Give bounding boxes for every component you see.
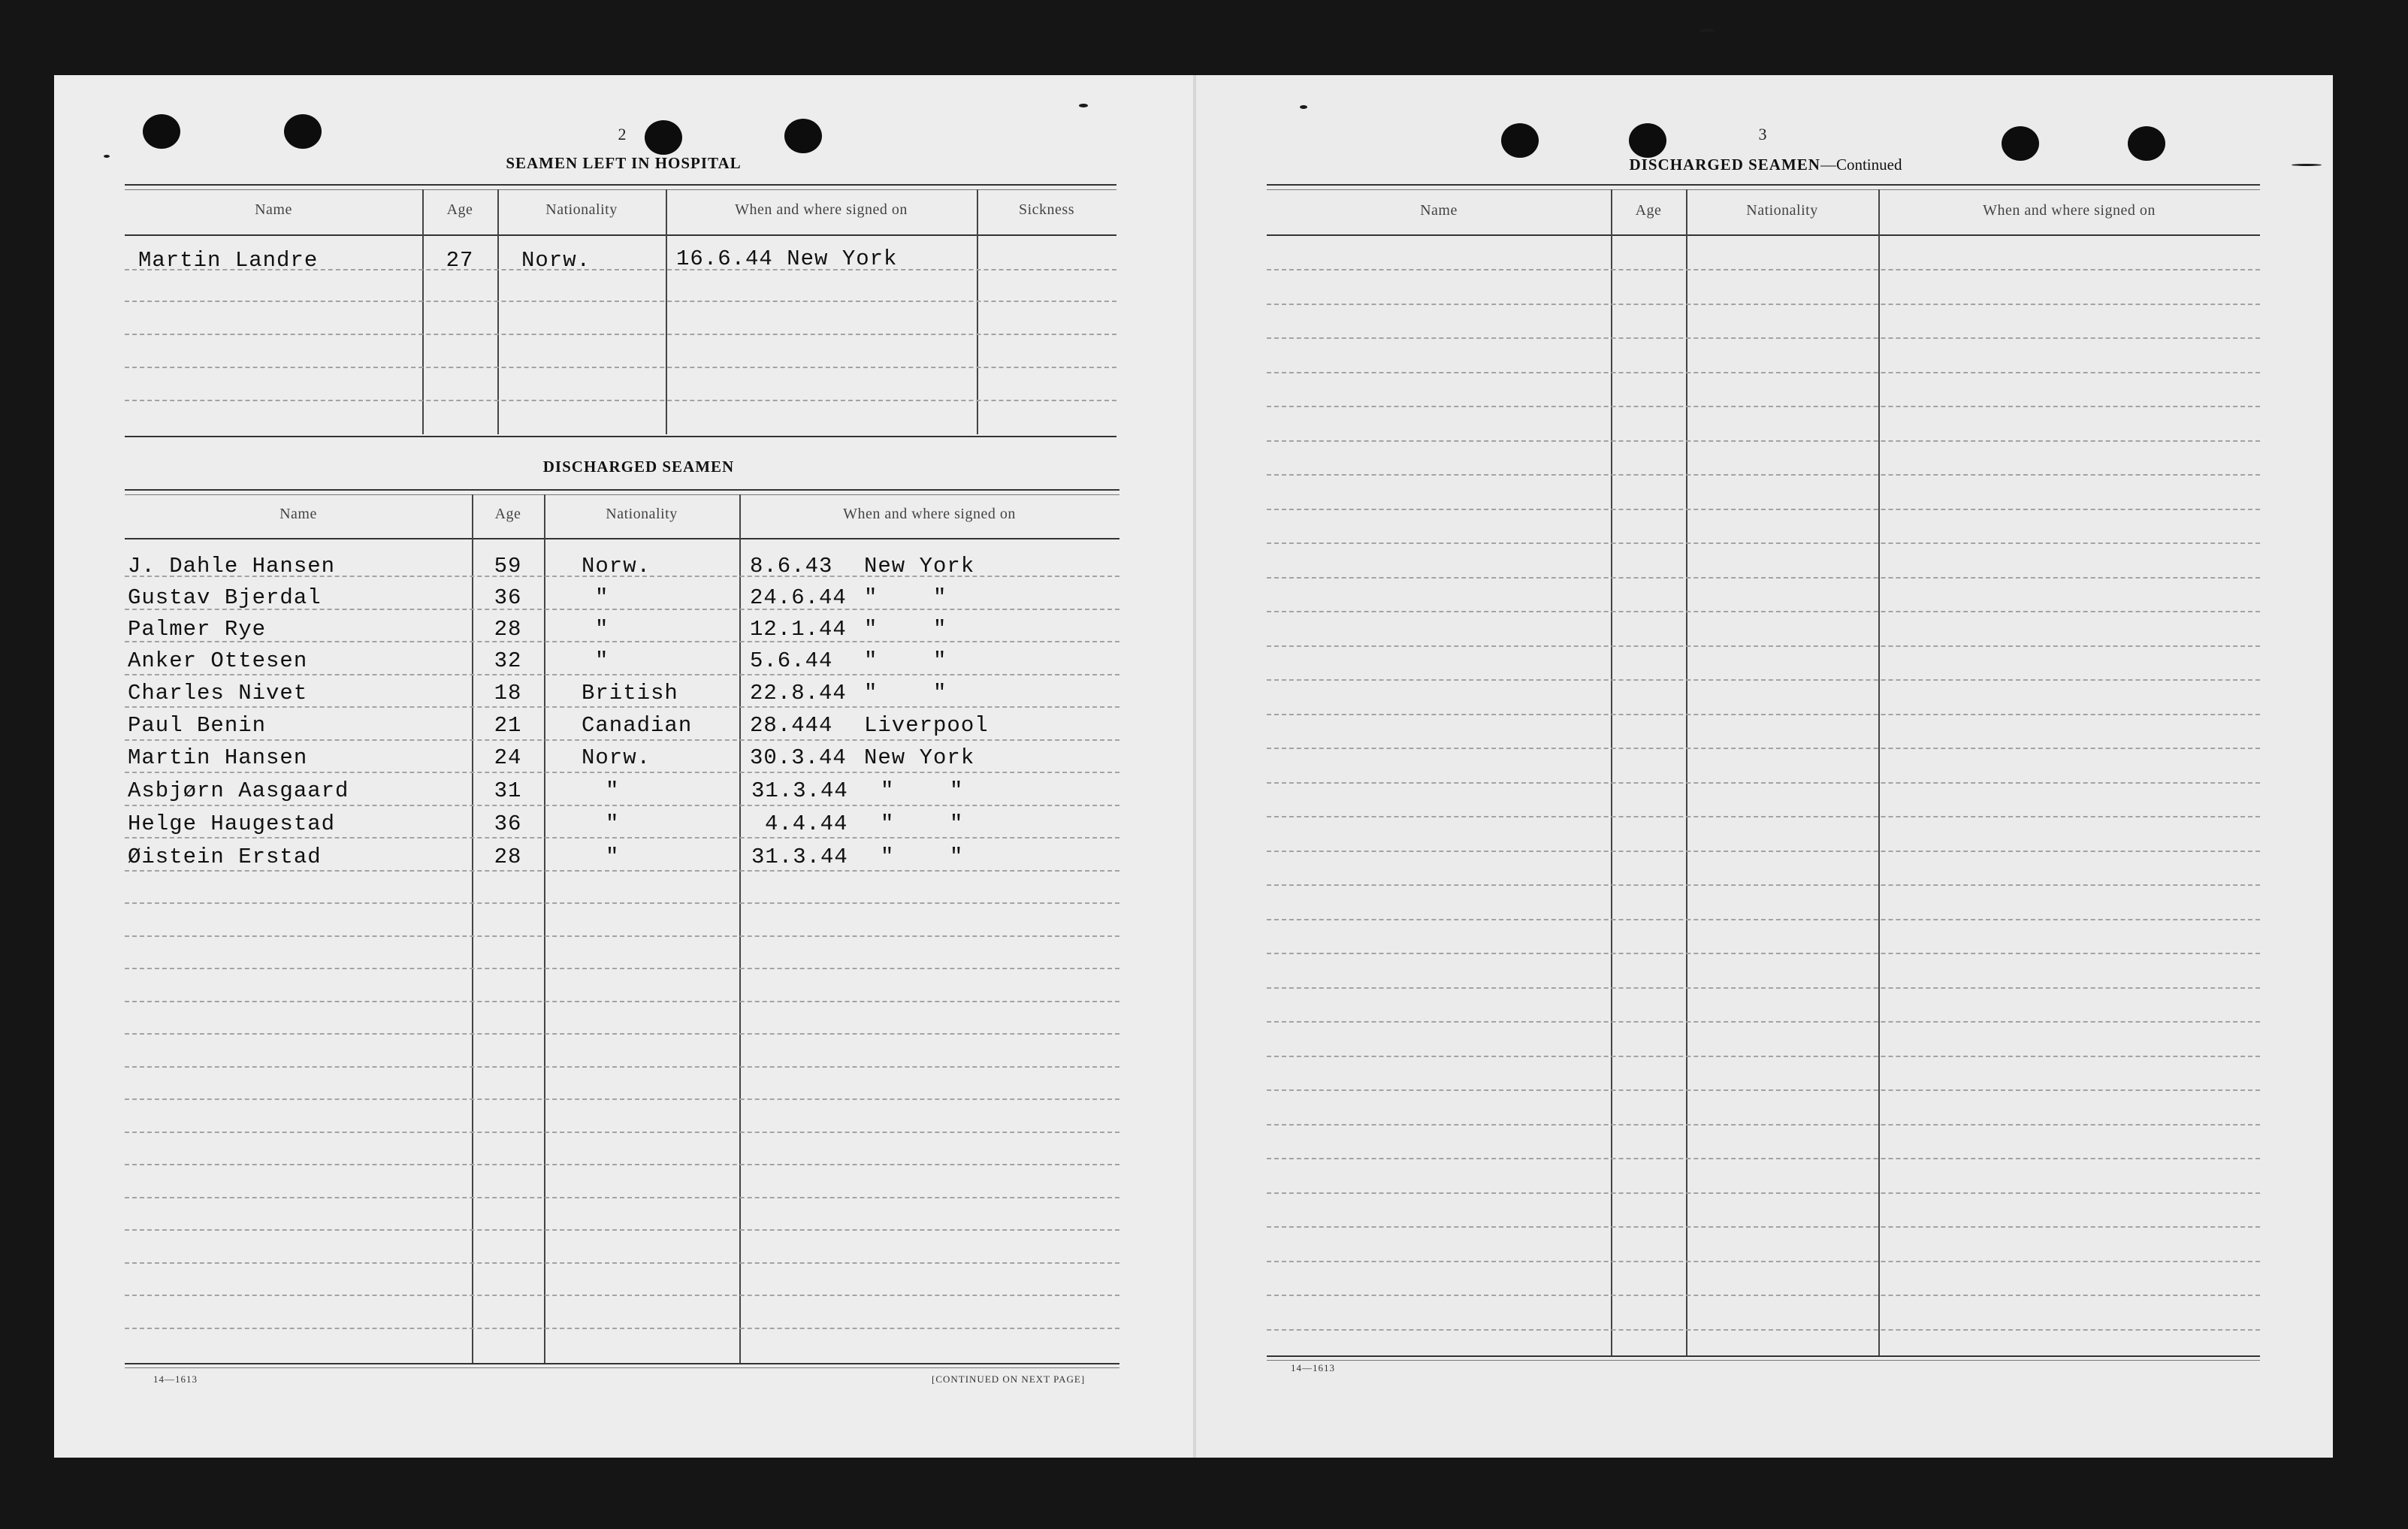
ink-speck bbox=[1079, 104, 1088, 107]
row-rule bbox=[1267, 679, 2260, 681]
row-rule bbox=[1267, 304, 2260, 305]
page-number: 2 bbox=[618, 125, 627, 144]
row-rule bbox=[1267, 1089, 2260, 1091]
right-page bbox=[1195, 75, 2333, 1458]
table-rule bbox=[1267, 184, 2260, 186]
hospital-row-nationality: Norw. bbox=[521, 248, 591, 273]
row-rule bbox=[1267, 440, 2260, 442]
hospital-row-age: 27 bbox=[446, 248, 474, 273]
row-age: 24 bbox=[494, 745, 522, 770]
row-rule bbox=[1267, 474, 2260, 476]
column-divider bbox=[1686, 189, 1687, 1355]
row-rule bbox=[125, 1328, 1119, 1329]
right-col-nationality: Nationality bbox=[1746, 202, 1818, 219]
row-rule bbox=[1267, 611, 2260, 612]
row-date: 5.6.44 bbox=[750, 648, 833, 673]
row-name: J. Dahle Hansen bbox=[128, 554, 336, 579]
row-name: Paul Benin bbox=[128, 713, 267, 738]
row-rule bbox=[125, 837, 1119, 839]
page-spine bbox=[1193, 75, 1196, 1458]
row-rule bbox=[1267, 884, 2260, 886]
row-place: New York bbox=[864, 554, 975, 579]
row-rule bbox=[1267, 645, 2260, 647]
row-rule bbox=[1267, 406, 2260, 407]
row-rule bbox=[1267, 1192, 2260, 1194]
row-rule bbox=[125, 772, 1119, 773]
row-rule bbox=[1267, 1295, 2260, 1296]
row-rule bbox=[125, 1197, 1119, 1198]
row-place: " " bbox=[881, 811, 964, 836]
row-place: Liverpool bbox=[864, 713, 989, 738]
row-rule bbox=[1267, 337, 2260, 339]
row-rule bbox=[1267, 782, 2260, 784]
hospital-section-title: SEAMEN LEFT IN HOSPITAL bbox=[506, 154, 742, 172]
row-rule bbox=[1267, 542, 2260, 544]
row-rule bbox=[1267, 714, 2260, 715]
hospital-col-signed-on: When and where signed on bbox=[735, 201, 908, 218]
row-rule bbox=[1267, 509, 2260, 510]
row-date: 30.3.44 bbox=[750, 745, 847, 770]
table-rule bbox=[1267, 234, 2260, 236]
right-col-age: Age bbox=[1635, 202, 1662, 219]
row-rule bbox=[125, 334, 1116, 335]
column-divider bbox=[1878, 189, 1880, 1355]
row-age: 28 bbox=[494, 845, 522, 869]
row-name: Asbjørn Aasgaard bbox=[128, 778, 349, 803]
discharged-col-nationality: Nationality bbox=[606, 506, 678, 522]
row-place: " " bbox=[881, 845, 964, 869]
row-rule bbox=[125, 870, 1119, 872]
punch-hole bbox=[2002, 126, 2039, 161]
row-nationality: " bbox=[595, 648, 609, 673]
table-rule bbox=[1267, 1355, 2260, 1357]
column-divider bbox=[497, 189, 499, 434]
column-divider bbox=[422, 189, 424, 434]
row-rule bbox=[1267, 372, 2260, 373]
row-name: Anker Ottesen bbox=[128, 648, 308, 673]
column-divider bbox=[666, 189, 667, 434]
row-age: 21 bbox=[494, 713, 522, 738]
row-rule bbox=[125, 706, 1119, 708]
row-rule bbox=[1267, 953, 2260, 954]
discharged-col-signed-on: When and where signed on bbox=[843, 506, 1016, 522]
continued-note: [CONTINUED ON NEXT PAGE] bbox=[932, 1373, 1086, 1385]
table-rule bbox=[125, 489, 1119, 491]
table-rule bbox=[125, 1367, 1119, 1368]
row-date: 24.6.44 bbox=[750, 585, 847, 610]
row-rule bbox=[1267, 851, 2260, 852]
row-rule bbox=[125, 1164, 1119, 1165]
right-col-name: Name bbox=[1420, 202, 1458, 219]
row-name: Palmer Rye bbox=[128, 617, 267, 642]
row-rule bbox=[1267, 1329, 2260, 1331]
row-rule bbox=[125, 1229, 1119, 1231]
row-name: Helge Haugestad bbox=[128, 811, 336, 836]
table-rule bbox=[125, 494, 1119, 495]
hospital-col-name: Name bbox=[255, 201, 292, 218]
row-date: 8.6.43 bbox=[750, 554, 833, 579]
row-nationality: Canadian bbox=[582, 713, 693, 738]
row-rule bbox=[125, 805, 1119, 806]
column-divider bbox=[1611, 189, 1612, 1355]
punch-hole bbox=[784, 119, 822, 153]
row-rule bbox=[125, 1295, 1119, 1296]
table-rule bbox=[1267, 189, 2260, 190]
row-rule bbox=[1267, 1226, 2260, 1228]
ink-speck bbox=[2292, 164, 2322, 166]
row-nationality: Norw. bbox=[582, 554, 651, 579]
row-rule bbox=[125, 1033, 1119, 1035]
discharged-col-name: Name bbox=[279, 506, 317, 522]
row-rule bbox=[125, 1262, 1119, 1264]
row-age: 36 bbox=[494, 585, 522, 610]
row-name: Martin Hansen bbox=[128, 745, 308, 770]
row-nationality: " bbox=[606, 811, 620, 836]
row-rule bbox=[1267, 1056, 2260, 1057]
row-age: 59 bbox=[494, 554, 522, 579]
row-age: 18 bbox=[494, 681, 522, 706]
row-rule bbox=[125, 576, 1119, 577]
form-number: 14—1613 bbox=[1291, 1362, 1335, 1373]
punch-hole bbox=[1629, 123, 1666, 158]
row-rule bbox=[125, 1001, 1119, 1002]
row-age: 28 bbox=[494, 617, 522, 642]
row-name: Gustav Bjerdal bbox=[128, 585, 322, 610]
row-nationality: " bbox=[595, 585, 609, 610]
ink-speck bbox=[104, 155, 110, 158]
hospital-col-sickness: Sickness bbox=[1019, 201, 1074, 218]
hospital-col-nationality: Nationality bbox=[545, 201, 618, 218]
table-rule bbox=[125, 436, 1116, 437]
row-place: " " bbox=[864, 648, 947, 673]
row-rule bbox=[125, 968, 1119, 969]
row-place: " " bbox=[864, 585, 947, 610]
form-number: 14—1613 bbox=[153, 1373, 198, 1385]
row-rule bbox=[125, 1132, 1119, 1133]
row-rule bbox=[1267, 1124, 2260, 1126]
punch-hole bbox=[2128, 126, 2165, 161]
row-rule bbox=[1267, 748, 2260, 749]
ink-speck bbox=[1300, 105, 1307, 109]
column-divider bbox=[739, 494, 741, 1363]
row-date: 28.444 bbox=[750, 713, 833, 738]
row-nationality: Norw. bbox=[582, 745, 651, 770]
punch-hole bbox=[143, 114, 180, 149]
row-date: 31.3.44 bbox=[751, 778, 848, 803]
punch-hole bbox=[284, 114, 322, 149]
row-rule bbox=[1267, 577, 2260, 579]
table-rule bbox=[125, 189, 1116, 190]
column-divider bbox=[544, 494, 545, 1363]
row-age: 31 bbox=[494, 778, 522, 803]
table-rule bbox=[125, 1363, 1119, 1364]
row-rule bbox=[1267, 919, 2260, 920]
row-rule bbox=[125, 609, 1119, 610]
table-rule bbox=[1267, 1360, 2260, 1361]
ink-speck bbox=[1699, 29, 1716, 32]
punch-hole bbox=[1501, 123, 1539, 158]
table-rule bbox=[125, 234, 1116, 236]
row-nationality: British bbox=[582, 681, 678, 706]
row-place: " " bbox=[864, 681, 947, 706]
row-rule bbox=[125, 367, 1116, 368]
row-place: " " bbox=[864, 617, 947, 642]
row-rule bbox=[1267, 1021, 2260, 1023]
hospital-row-signed-on: 16.6.44 New York bbox=[676, 246, 898, 271]
row-rule bbox=[1267, 987, 2260, 989]
row-rule bbox=[125, 301, 1116, 302]
row-nationality: " bbox=[595, 617, 609, 642]
row-rule bbox=[125, 674, 1119, 675]
table-rule bbox=[125, 538, 1119, 539]
row-age: 36 bbox=[494, 811, 522, 836]
right-col-signed-on: When and where signed on bbox=[1983, 202, 2156, 219]
page-number: 3 bbox=[1758, 125, 1767, 144]
row-age: 32 bbox=[494, 648, 522, 673]
discharged-col-age: Age bbox=[494, 506, 521, 522]
row-rule bbox=[1267, 269, 2260, 270]
hospital-col-age: Age bbox=[446, 201, 473, 218]
row-rule bbox=[125, 1098, 1119, 1100]
row-rule bbox=[125, 641, 1119, 642]
row-rule bbox=[1267, 816, 2260, 817]
row-date: 31.3.44 bbox=[751, 845, 848, 869]
row-rule bbox=[125, 400, 1116, 401]
row-rule bbox=[125, 1066, 1119, 1068]
row-rule bbox=[125, 739, 1119, 741]
column-divider bbox=[977, 189, 978, 434]
row-rule bbox=[125, 902, 1119, 904]
row-rule bbox=[125, 935, 1119, 937]
row-nationality: " bbox=[606, 778, 620, 803]
discharged-section-title: DISCHARGED SEAMEN bbox=[542, 458, 735, 476]
table-rule bbox=[125, 184, 1116, 186]
row-date: 22.8.44 bbox=[750, 681, 847, 706]
row-rule bbox=[1267, 1261, 2260, 1262]
right-title-suffix: —Continued bbox=[1820, 156, 1902, 174]
row-nationality: " bbox=[606, 845, 620, 869]
row-name: Charles Nivet bbox=[128, 681, 308, 706]
row-place: " " bbox=[881, 778, 964, 803]
row-date: 12.1.44 bbox=[750, 617, 847, 642]
row-rule bbox=[1267, 1158, 2260, 1159]
row-name: Øistein Erstad bbox=[128, 845, 322, 869]
right-title-main: DISCHARGED SEAMEN bbox=[1629, 156, 1820, 174]
row-place: New York bbox=[864, 745, 975, 770]
right-section-title bbox=[1555, 156, 1976, 174]
row-date: 4.4.44 bbox=[765, 811, 848, 836]
hospital-row-name: Martin Landre bbox=[138, 248, 319, 273]
